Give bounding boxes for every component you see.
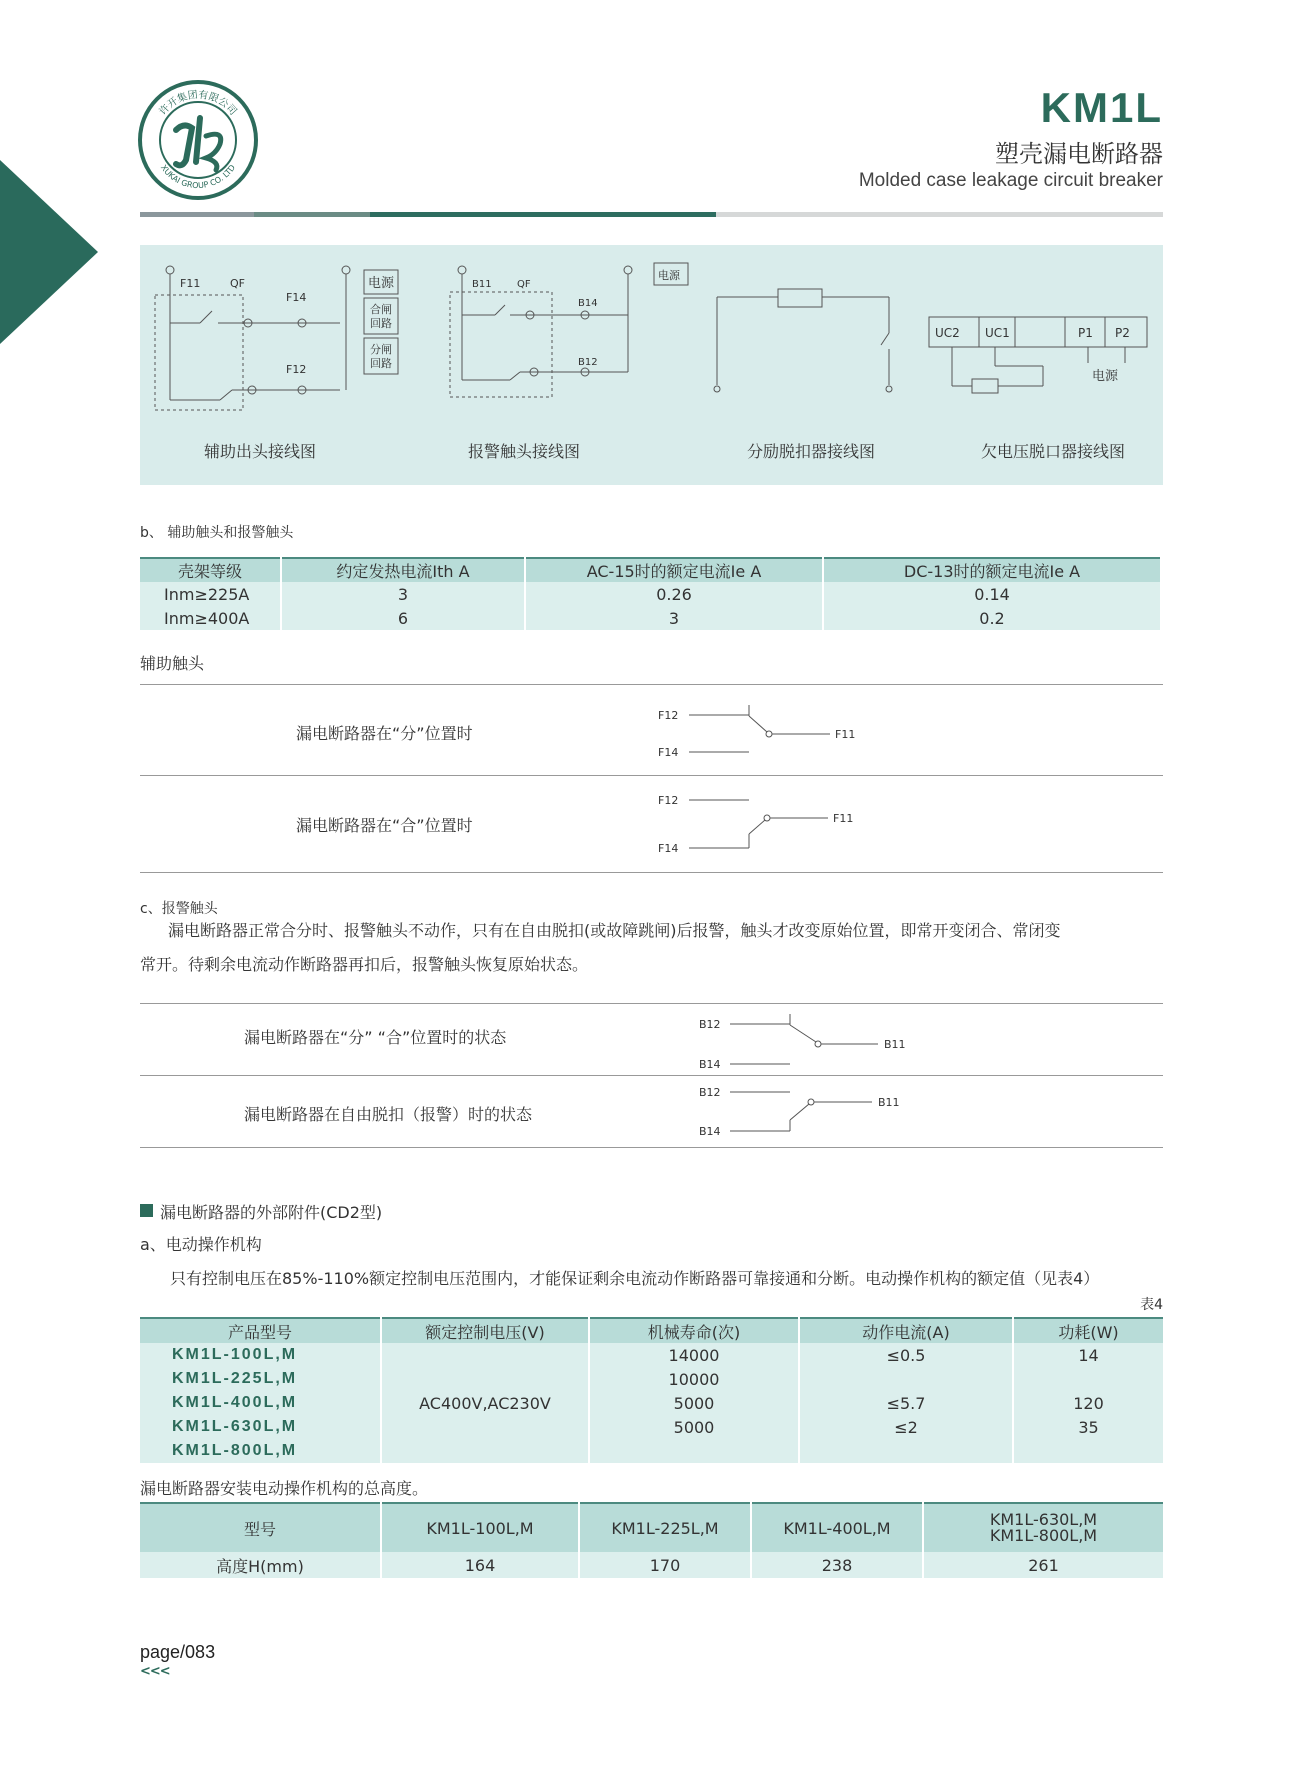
th-thermal-current: 约定发热电流Ith A	[281, 558, 525, 582]
back-chevrons-icon: <<<	[140, 1664, 170, 1679]
d1-open-circuit-1: 分闸	[370, 343, 392, 356]
d1-power-label: 电源	[368, 276, 395, 291]
side-arrow-decoration	[0, 160, 98, 344]
d4-p1-label: P1	[1078, 326, 1093, 340]
motor-operator-description: 只有控制电压在85%-110%额定控制电压范围内，才能保证剩余电流动作断路器可靠接通和分断。电动操作机构的额定值（见表4）	[170, 1269, 1100, 1288]
caption-aux-contact: 辅助出头接线图	[204, 442, 317, 461]
header-rule	[140, 212, 1163, 217]
divider	[140, 1147, 1163, 1148]
d2-power-label: 电源	[658, 269, 680, 282]
d1-qf-label: QF	[230, 277, 245, 290]
d4-uc2-label: UC2	[935, 326, 960, 340]
aux-contact-title: 辅助触头	[140, 654, 205, 673]
d1-f11-label: F11	[180, 277, 201, 290]
model-title: KM1L	[1040, 84, 1163, 131]
caption-alarm-contact: 报警触头接线图	[468, 442, 581, 461]
logo-text: 许开集团有限公司	[157, 89, 239, 118]
alarm-trip-label: 漏电断路器在自由脱扣（报警）时的状态	[244, 1105, 533, 1124]
th-dc13-current: DC-13时的额定电流Ie A	[823, 558, 1160, 582]
aux-open-contact-diagram	[655, 700, 875, 770]
aux-alarm-rating-table	[140, 557, 1160, 630]
height-table-caption: 漏电断路器安装电动操作机构的总高度。	[140, 1479, 429, 1498]
alarm-normal-contact-diagram	[696, 1006, 916, 1076]
table-row: KM1L-630L,M 5000 ≤2 35	[140, 1415, 1163, 1439]
svg-text:B14: B14	[699, 1058, 721, 1071]
d4-p2-label: P2	[1115, 326, 1130, 340]
alarm-normal-label: 漏电断路器在“分” “合”位置时的状态	[244, 1028, 507, 1047]
accessories-heading: 漏电断路器的外部附件(CD2型)	[160, 1203, 383, 1222]
shunt-release-wiring-diagram	[714, 289, 892, 392]
section-c-heading: c、报警触头	[140, 901, 218, 917]
caption-undervoltage-release: 欠电压脱口器接线图	[981, 442, 1126, 461]
svg-text:F11: F11	[835, 728, 856, 741]
table4-label: 表4	[1140, 1297, 1163, 1313]
alarm-trip-contact-diagram	[696, 1080, 916, 1150]
bullet-square-icon	[140, 1204, 153, 1217]
d4-power-label: 电源	[1092, 369, 1119, 384]
height-model-630: KM1L-630L,M	[989, 1510, 1098, 1529]
logo-text-en: XUKAI GROUP CO. LTD	[158, 163, 238, 191]
d1-f12-label: F12	[286, 363, 307, 376]
svg-text:B12: B12	[699, 1018, 721, 1031]
svg-text:B14: B14	[699, 1125, 721, 1138]
height-table: 型号 KM1L-100L,M KM1L-225L,M KM1L-400L,M KM1L-630L,M KM1L-800L,M 高度H(mm) 164 170 238 261	[140, 1502, 1163, 1578]
svg-text:F11: F11	[833, 812, 854, 825]
d4-uc1-label: UC1	[985, 326, 1010, 340]
svg-text:F14: F14	[658, 746, 679, 759]
d1-open-circuit-2: 回路	[370, 357, 392, 370]
svg-text:B12: B12	[699, 1086, 721, 1099]
motor-operator-table: 产品型号 额定控制电压(V) 机械寿命(次) 动作电流(A) 功耗(W) KM1L-100L,M AC400V,AC230V 14000 ≤0.5 14 KM1L-225L,M 10000 KM1L-400L,M 5000 ≤5.7 120 KM1L-630L,M 5000 ≤2 35 KM1L-800L,M	[140, 1317, 1163, 1463]
table-row: Inm≥400A 6 3 0.2	[140, 606, 1160, 630]
table-row: KM1L-100L,M AC400V,AC230V 14000 ≤0.5 14	[140, 1343, 1163, 1367]
product-title-cn: 塑壳漏电断路器	[995, 140, 1163, 168]
product-title-en: Molded case leakage circuit breaker	[858, 170, 1163, 191]
wiring-diagrams-panel	[140, 245, 1163, 485]
height-model-800: KM1L-800L,M	[989, 1526, 1098, 1545]
d2-b14-label: B14	[578, 298, 598, 309]
divider	[140, 1075, 1163, 1076]
divider	[140, 872, 1163, 873]
svg-text:F14: F14	[658, 842, 679, 855]
th-ac15-current: AC-15时的额定电流Ie A	[525, 558, 823, 582]
d2-b11-label: B11	[472, 279, 492, 290]
section-c-paragraph-line1: 漏电断路器正常合分时、报警触头不动作，只有在自由脱扣(或故障跳闸)后报警，触头才改变原始位置，即常开变闭合、常闭变	[168, 921, 1061, 940]
svg-text:B11: B11	[884, 1038, 906, 1051]
table-row: KM1L-225L,M 10000	[140, 1367, 1163, 1391]
svg-text:F12: F12	[658, 794, 679, 807]
d2-b12-label: B12	[578, 357, 598, 368]
th-frame-grade: 壳架等级	[140, 558, 281, 582]
divider	[140, 684, 1163, 685]
company-logo	[136, 78, 260, 202]
aux-open-label: 漏电断路器在“分”位置时	[296, 724, 473, 743]
table-row: KM1L-800L,M	[140, 1439, 1163, 1463]
d1-close-circuit-1: 合闸	[370, 303, 392, 316]
svg-text:F12: F12	[658, 709, 679, 722]
d1-f14-label: F14	[286, 291, 307, 304]
svg-text:B11: B11	[878, 1096, 900, 1109]
table-row: 高度H(mm) 164 170 238 261	[140, 1552, 1163, 1578]
d1-close-circuit-2: 回路	[370, 317, 392, 330]
section-b-heading: b、 辅助触头和报警触头	[140, 525, 294, 541]
table-row: Inm≥225A 3 0.26 0.14	[140, 582, 1160, 606]
motor-operator-heading: a、电动操作机构	[140, 1235, 262, 1254]
caption-shunt-release: 分励脱扣器接线图	[747, 442, 876, 461]
aux-closed-contact-diagram	[655, 790, 875, 860]
aux-closed-label: 漏电断路器在“合”位置时	[296, 816, 473, 835]
table-row: KM1L-400L,M 5000 ≤5.7 120	[140, 1391, 1163, 1415]
divider	[140, 1003, 1163, 1004]
d2-qf-label: QF	[517, 279, 531, 290]
section-c-paragraph-line2: 常开。待剩余电流动作断路器再扣后，报警触头恢复原始状态。	[140, 955, 589, 974]
divider	[140, 775, 1163, 776]
page-number: page/083	[140, 1642, 216, 1662]
